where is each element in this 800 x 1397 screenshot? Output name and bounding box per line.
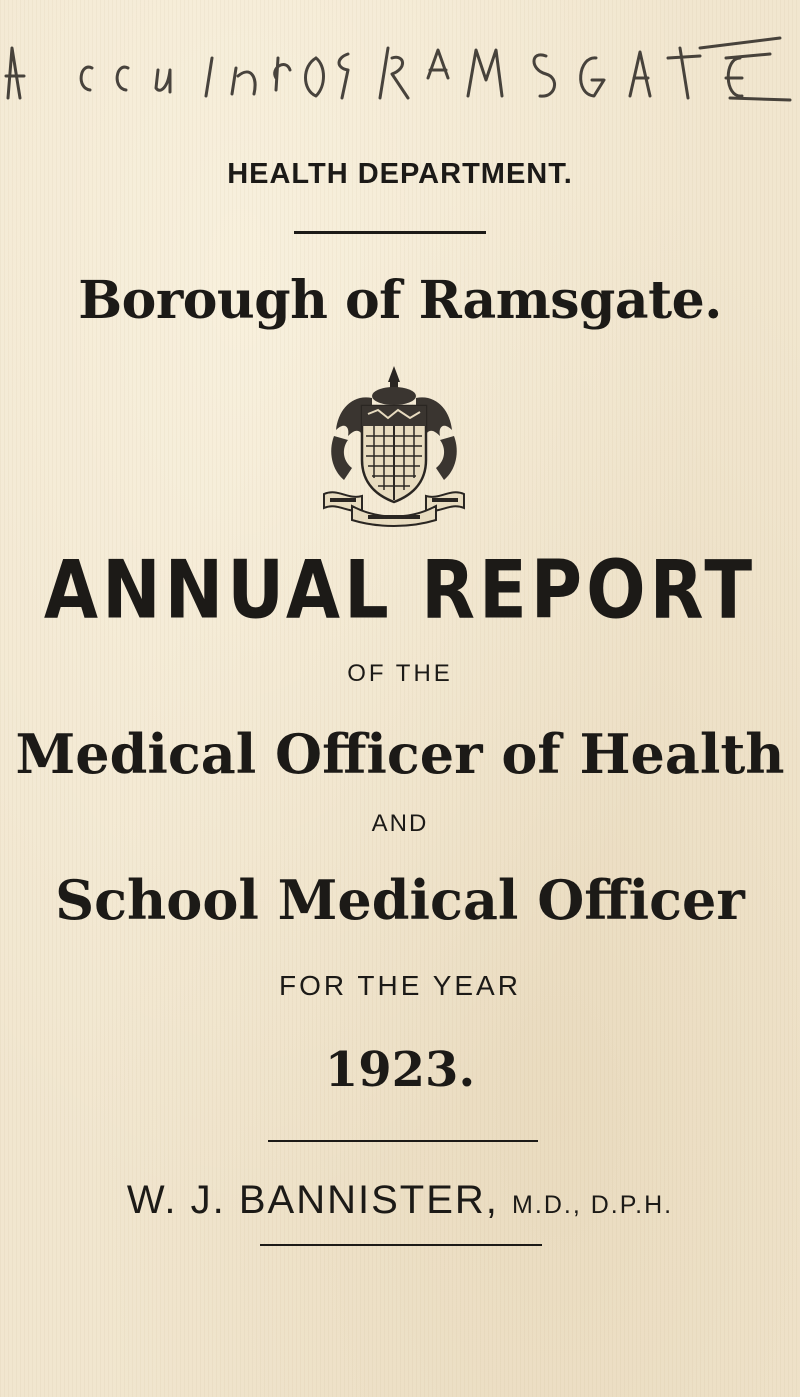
report-title: ANNUAL REPORT <box>43 542 757 638</box>
divider-rule-top <box>294 231 486 234</box>
title-and: AND <box>371 810 429 837</box>
title-for-the-year: FOR THE YEAR <box>279 970 521 1001</box>
handwritten-annotation-scribble <box>0 18 800 108</box>
author-line <box>0 1178 800 1223</box>
department-heading: HEALTH DEPARTMENT. <box>227 158 573 190</box>
author-name: W. J. BANNISTER, <box>126 1178 499 1222</box>
author-degrees: M.D., D.P.H. <box>512 1191 674 1219</box>
handwritten-annotation <box>0 18 800 108</box>
report-year: 1923. <box>324 1042 476 1098</box>
divider-rule-middle <box>268 1140 538 1142</box>
title-school-officer: School Medical Officer <box>55 868 745 932</box>
title-officer-health: Medical Officer of Health <box>15 722 785 786</box>
divider-rule-bottom <box>260 1244 542 1246</box>
coat-of-arms-drawing <box>318 360 470 528</box>
borough-name: Borough of Ramsgate. <box>78 270 722 331</box>
title-of-the: OF THE <box>347 660 453 687</box>
coat-of-arms-icon <box>318 360 470 528</box>
